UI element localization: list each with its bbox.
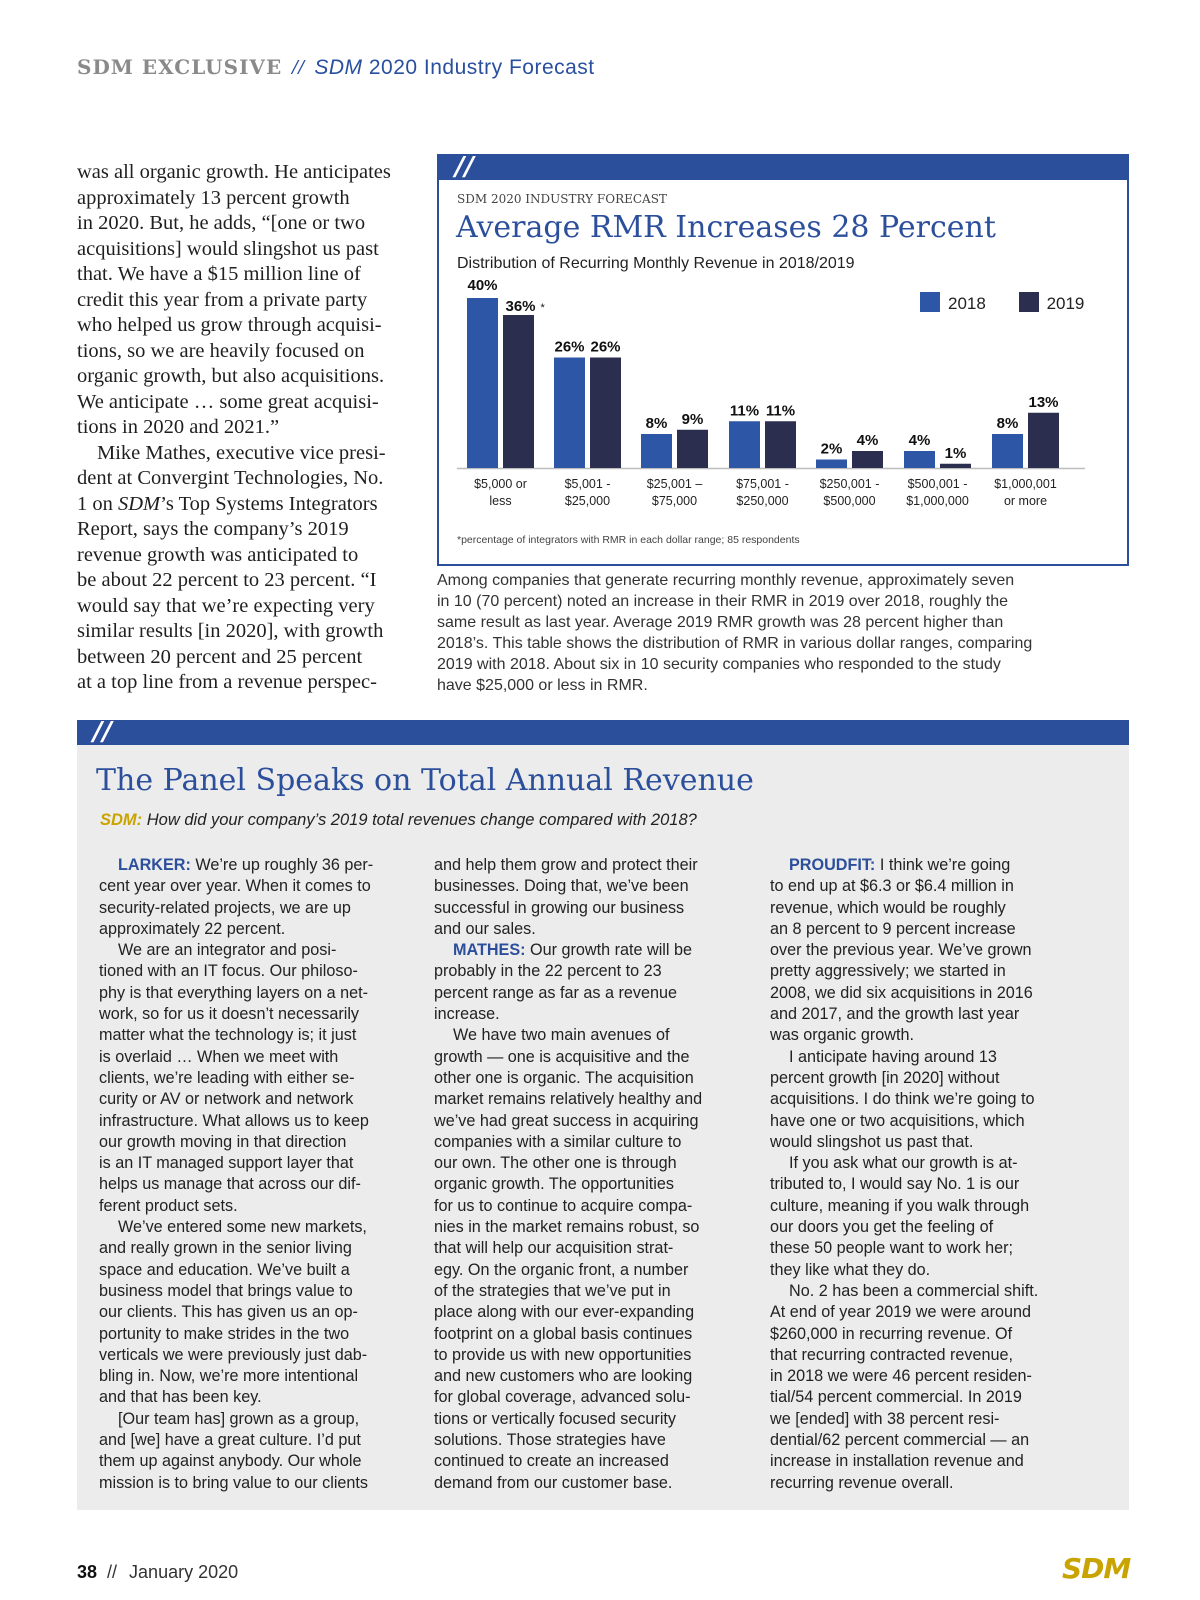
text-line: an 8 percent to 9 percent increase <box>770 919 1016 938</box>
panel-header-bar <box>77 720 1129 745</box>
text-line: space and education. We’ve built a <box>99 1260 350 1279</box>
text-line: in 2018 we were 46 percent residen- <box>770 1367 1032 1386</box>
caption-line: in 10 (70 percent) noted an increase in their RMR in 2019 over 2018, roughly the <box>437 593 1009 610</box>
panel-bar-slash: // <box>93 717 112 747</box>
text-line: curity or AV or network and network <box>99 1090 354 1109</box>
text-line: tributed to, I would say No. 1 is our <box>770 1175 1020 1194</box>
chart-footnote: *percentage of integrators with RMR in each dollar range; 85 respondents <box>457 534 800 546</box>
text-line: place along with our ever-expanding <box>434 1303 695 1322</box>
text-line: is an IT managed support layer that <box>99 1154 354 1173</box>
text-line: culture, meaning if you walk through <box>770 1196 1030 1215</box>
text-fragment: I think we’re going <box>875 856 1011 874</box>
legend-label-2019: 2019 <box>1046 294 1085 313</box>
data-label-2018-6: 8% <box>996 415 1019 432</box>
text-fragment: I anticipate having around 13 <box>789 1047 997 1066</box>
text-fragment: We’ve entered some new markets, <box>118 1218 367 1237</box>
text-line: demand from our customer base. <box>434 1473 673 1492</box>
left-paragraph-1 <box>77 160 412 441</box>
text-line: percent growth [in 2020] without <box>770 1068 1000 1087</box>
panel-paragraph <box>434 940 759 1025</box>
text-line: them up against anybody. Our whole <box>99 1452 362 1471</box>
caption-line: 2019 with 2018. About six in 10 security companies who responded to the study <box>437 656 1001 673</box>
text-line: revenue growth was anticipated to <box>77 543 359 566</box>
bar-2018-2 <box>641 434 672 468</box>
text-fragment: [Our team has] grown as a group, <box>118 1409 360 1428</box>
text-line: increase. <box>434 1005 500 1024</box>
text-line: over the previous year. We’ve grown <box>770 941 1032 960</box>
panel-column-3 <box>770 855 1095 1494</box>
panel-question-label: SDM: <box>100 811 143 829</box>
bar-2019-4 <box>852 451 883 468</box>
chart-title: Average RMR Increases 28 Percent <box>456 210 996 245</box>
sdm-italic: SDM <box>118 492 161 515</box>
text-line: would slingshot us past that. <box>770 1132 974 1151</box>
text-line: nies in the market remains robust, so <box>434 1218 700 1237</box>
text-line: would say that we’re expecting very <box>77 594 375 617</box>
running-header <box>77 55 595 80</box>
header-exclusive: SDM EXCLUSIVE <box>77 55 283 79</box>
chart-kicker: SDM 2020 INDUSTRY FORECAST <box>457 192 667 206</box>
text-line: percent range as far as a revenue <box>434 983 677 1002</box>
legend-label-2018: 2018 <box>948 294 986 313</box>
text-line <box>77 492 412 518</box>
text-line: businesses. Doing that, we’ve been <box>434 877 689 896</box>
rmr-bar-chart <box>437 154 1129 566</box>
category-label-4: $500,000 <box>823 494 876 508</box>
data-label-2019-6: 13% <box>1028 393 1059 411</box>
panel-paragraph <box>770 1047 1095 1153</box>
text-line: increase in installation revenue and <box>770 1452 1024 1471</box>
text-line: was all organic growth. He anticipates <box>77 161 391 183</box>
text-line: market remains relatively healthy and <box>434 1090 703 1109</box>
page-number: 38 <box>77 1562 98 1582</box>
data-label-2019-3: 11% <box>765 402 796 420</box>
text-line: between 20 percent and 25 percent <box>77 645 363 668</box>
text-line: successful in growing our business <box>434 898 685 917</box>
category-label-0: $5,000 or <box>474 477 527 491</box>
text-line: Mike Mathes, executive vice presi- <box>97 441 386 464</box>
text-line: our growth moving in that direction <box>99 1132 347 1151</box>
text-line: tions in 2020 and 2021.” <box>77 416 280 438</box>
left-body-text <box>77 160 412 696</box>
bar-2019-0 <box>503 315 534 468</box>
category-label-4: $250,001 - <box>819 477 880 491</box>
bar-2019-3 <box>765 421 796 468</box>
text-line: be about 22 percent to 23 percent. “I <box>77 569 377 591</box>
text-line: is overlaid … When we meet with <box>99 1047 339 1066</box>
category-label-2: $75,000 <box>651 494 698 508</box>
header-forecast <box>314 56 594 79</box>
panel-column-1 <box>99 855 424 1494</box>
text-line: who helped us grow through acquisi- <box>77 314 382 336</box>
text-line: bling in. Now, we’re more intentional <box>99 1367 359 1386</box>
text-line: and our sales. <box>434 919 536 938</box>
data-label-2019-0: 36% <box>505 298 536 315</box>
chart-caption <box>437 570 1129 696</box>
panel-question <box>100 811 697 830</box>
text-line: and [we] have a great culture. I’d put <box>99 1431 361 1450</box>
panel-paragraph <box>434 855 759 940</box>
chart-subtitle: Distribution of Recurring Monthly Revenue in 2018/2019 <box>457 255 855 272</box>
text-line <box>99 940 424 961</box>
text-line: dent at Convergint Technologies, No. <box>77 467 384 489</box>
category-label-5: $1,000,000 <box>906 494 969 508</box>
data-label-2019-2: 9% <box>681 410 704 428</box>
text-line: these 50 people want to work her; <box>770 1239 1013 1258</box>
text-line: approximately 13 percent growth <box>77 186 350 209</box>
text-line: Report, says the company’s 2019 <box>77 518 349 540</box>
page-footer <box>77 1562 238 1583</box>
text-line: egy. On the organic front, a number <box>434 1260 689 1279</box>
text-line <box>770 855 1095 876</box>
text-line: solutions. Those strategies have <box>434 1431 666 1450</box>
caption-line: 2018’s. This table shows the distribution of RMR in various dollar ranges, comparing <box>437 635 1033 652</box>
text-line: our doors you get the feeling of <box>770 1218 994 1237</box>
text-fragment: and help them grow and protect their <box>434 856 698 874</box>
annotation-marker: * <box>540 302 545 314</box>
text-line: pretty aggressively; we started in <box>770 962 1006 981</box>
text-line: verticals we were previously just dab- <box>99 1345 368 1364</box>
text-fragment: Our growth rate will be <box>525 941 692 960</box>
text-line: probably in the 22 percent to 23 <box>434 962 662 981</box>
bar-2018-4 <box>816 460 847 469</box>
text-fragment: We are an integrator and posi- <box>118 941 337 960</box>
text-line: We anticipate … some great acquisi- <box>77 390 379 413</box>
text-line: similar results [in 2020], with growth <box>77 620 384 642</box>
panel-column-2 <box>434 855 759 1494</box>
text-line: that. We have a $15 million line of <box>77 263 361 285</box>
footer-date: January 2020 <box>129 1562 239 1582</box>
text-line: for global coverage, advanced solu- <box>434 1388 691 1407</box>
text-line: in 2020. But, he adds, “[one or two <box>77 212 366 234</box>
text-line: at a top line from a revenue perspec- <box>77 671 377 693</box>
text-line: security-related projects, we are up <box>99 898 351 917</box>
data-label-2018-0: 40% <box>467 277 498 294</box>
text-line: and that has been key. <box>99 1388 262 1407</box>
text-line: business model that brings value to <box>99 1281 353 1300</box>
text-line: and really grown in the senior living <box>99 1239 352 1258</box>
caption-line: have $25,000 or less in RMR. <box>437 677 648 694</box>
bar-2018-5 <box>904 451 935 468</box>
text-fragment: If you ask what our growth is at- <box>789 1154 1018 1173</box>
data-label-2018-3: 11% <box>729 402 760 420</box>
text-line: mission is to bring value to our clients <box>99 1473 369 1492</box>
text-line: work, so for us it doesn’t necessarily <box>99 1005 360 1024</box>
panel-paragraph <box>770 1153 1095 1281</box>
text-line: 2008, we did six acquisitions in 2016 <box>770 983 1033 1002</box>
text-line: tions or vertically focused security <box>434 1409 677 1428</box>
text-line: other one is organic. The acquisition <box>434 1068 694 1087</box>
text-line: ferent product sets. <box>99 1196 238 1215</box>
text-line: and 2017, and the growth last year <box>770 1005 1020 1024</box>
caption-line: same result as last year. Average 2019 RMR growth was 28 percent higher than <box>437 614 1004 631</box>
text-line: credit this year from a private party <box>77 288 368 311</box>
data-label-2019-4: 4% <box>856 432 879 449</box>
category-label-3: $250,000 <box>736 494 789 508</box>
data-label-2018-4: 2% <box>820 440 843 458</box>
data-label-2019-5: 1% <box>944 444 967 462</box>
panel-paragraph <box>99 1409 424 1494</box>
text-line <box>99 855 424 876</box>
text-line <box>99 1217 424 1238</box>
header-forecast-italic: SDM <box>314 56 363 79</box>
text-line <box>770 1153 1095 1174</box>
bar-2019-6 <box>1028 413 1059 468</box>
text-line: organic growth. The opportunities <box>434 1175 674 1194</box>
text-line: tions, so we are heavily focused on <box>77 339 365 362</box>
text-line <box>434 940 759 961</box>
text-fragment: ’s Top Systems Integrators <box>160 492 378 515</box>
text-line: acquisitions] would slingshot us past <box>77 237 379 260</box>
data-label-2019-1: 26% <box>590 338 621 356</box>
data-label-2018-1: 26% <box>554 338 585 356</box>
text-line: dential/62 percent commercial — an <box>770 1431 1030 1450</box>
bar-2018-3 <box>729 421 760 468</box>
text-line: for us to continue to acquire compa- <box>434 1196 693 1215</box>
bar-2018-1 <box>554 358 585 469</box>
text-line: our clients. This has given us an op- <box>99 1303 358 1322</box>
bar-2018-6 <box>992 434 1023 468</box>
text-line: organic growth, but also acquisitions. <box>77 365 385 387</box>
text-line: to end up at $6.3 or $6.4 million in <box>770 877 1014 896</box>
bar-2018-0 <box>467 298 498 468</box>
header-separator: // <box>291 55 305 79</box>
text-line: that will help our acquisition strat- <box>434 1239 674 1258</box>
speaker-name: MATHES: <box>453 941 526 960</box>
text-line: we [ended] with 38 percent resi- <box>770 1409 1000 1428</box>
speaker-name: PROUDFIT: <box>789 856 876 874</box>
category-label-0: less <box>489 494 512 508</box>
text-line: portunity to make strides in the two <box>99 1324 350 1343</box>
text-line: continued to create an increased <box>434 1452 669 1471</box>
caption-line: Among companies that generate recurring monthly revenue, approximately seven <box>437 572 1015 589</box>
panel-paragraph <box>434 1025 759 1494</box>
text-line: At end of year 2019 we were around <box>770 1303 1031 1322</box>
text-line: footprint on a global basis continues <box>434 1324 693 1343</box>
text-fragment: 1 on <box>77 492 118 515</box>
text-line: tioned with an IT focus. Our philoso- <box>99 962 358 981</box>
text-line: clients, we’re leading with either se- <box>99 1068 355 1087</box>
text-line: we’ve had great success in acquiring <box>434 1111 699 1130</box>
panel-question-text: How did your company’s 2019 total revenues change compared with 2018? <box>142 811 697 829</box>
chart-bar-slash: // <box>455 152 474 182</box>
text-line: acquisitions. I do think we’re going to <box>770 1090 1035 1109</box>
text-line: tial/54 percent commercial. In 2019 <box>770 1388 1022 1407</box>
text-line: to provide us with new opportunities <box>434 1345 692 1364</box>
text-line: $260,000 in recurring revenue. Of <box>770 1324 1013 1343</box>
category-label-2: $25,001 – <box>646 477 703 491</box>
text-line: growth — one is acquisitive and the <box>434 1047 690 1066</box>
text-line: recurring revenue overall. <box>770 1473 954 1492</box>
category-label-5: $500,001 - <box>907 477 968 491</box>
text-line: have one or two acquisitions, which <box>770 1111 1025 1130</box>
text-line: was organic growth. <box>770 1026 914 1045</box>
text-line: revenue, which would be roughly <box>770 898 1006 917</box>
text-line: helps us manage that across our dif- <box>99 1175 361 1194</box>
text-line <box>770 1281 1095 1302</box>
text-line <box>434 1025 759 1046</box>
text-fragment: We’re up roughly 36 per- <box>190 856 374 874</box>
panel-paragraph <box>99 855 424 940</box>
category-label-6: $1,000,001 <box>994 477 1057 491</box>
text-line: that recurring contracted revenue, <box>770 1345 1013 1364</box>
header-forecast-rest: 2020 Industry Forecast <box>362 56 595 79</box>
text-line: they like what they do. <box>770 1260 931 1279</box>
category-label-6: or more <box>1003 494 1048 508</box>
panel-paragraph <box>770 1281 1095 1494</box>
footer-separator: // <box>107 1562 118 1582</box>
category-label-3: $75,001 - <box>736 477 789 491</box>
text-fragment: We have two main avenues of <box>453 1026 670 1045</box>
text-line: and new customers who are looking <box>434 1367 693 1386</box>
text-line: cent year over year. When it comes to <box>99 877 371 896</box>
data-label-2018-5: 4% <box>908 432 931 449</box>
text-line <box>434 855 759 876</box>
text-line: approximately 22 percent. <box>99 919 286 938</box>
left-paragraph-2 <box>77 441 412 696</box>
sdm-logo: SDM <box>1062 1552 1131 1585</box>
text-line <box>770 1047 1095 1068</box>
panel-paragraph <box>99 940 424 1217</box>
bar-2019-5 <box>940 464 971 468</box>
category-label-1: $5,001 - <box>564 477 611 491</box>
text-line: our own. The other one is through <box>434 1154 677 1173</box>
text-line: phy is that everything layers on a net- <box>99 983 369 1002</box>
text-line: infrastructure. What allows us to keep <box>99 1111 369 1130</box>
panel-paragraph <box>99 1217 424 1409</box>
text-line <box>99 1409 424 1430</box>
bar-2019-1 <box>590 358 621 469</box>
panel-paragraph <box>770 855 1095 1047</box>
panel-title: The Panel Speaks on Total Annual Revenue <box>96 763 754 798</box>
text-fragment: No. 2 has been a commercial shift. <box>789 1281 1039 1300</box>
text-line: companies with a similar culture to <box>434 1132 682 1151</box>
text-line: of the strategies that we’ve put in <box>434 1281 671 1300</box>
bar-2019-2 <box>677 430 708 468</box>
category-label-1: $25,000 <box>564 494 611 508</box>
speaker-name: LARKER: <box>118 856 191 874</box>
data-label-2018-2: 8% <box>645 415 668 432</box>
text-line: matter what the technology is; it just <box>99 1026 357 1045</box>
